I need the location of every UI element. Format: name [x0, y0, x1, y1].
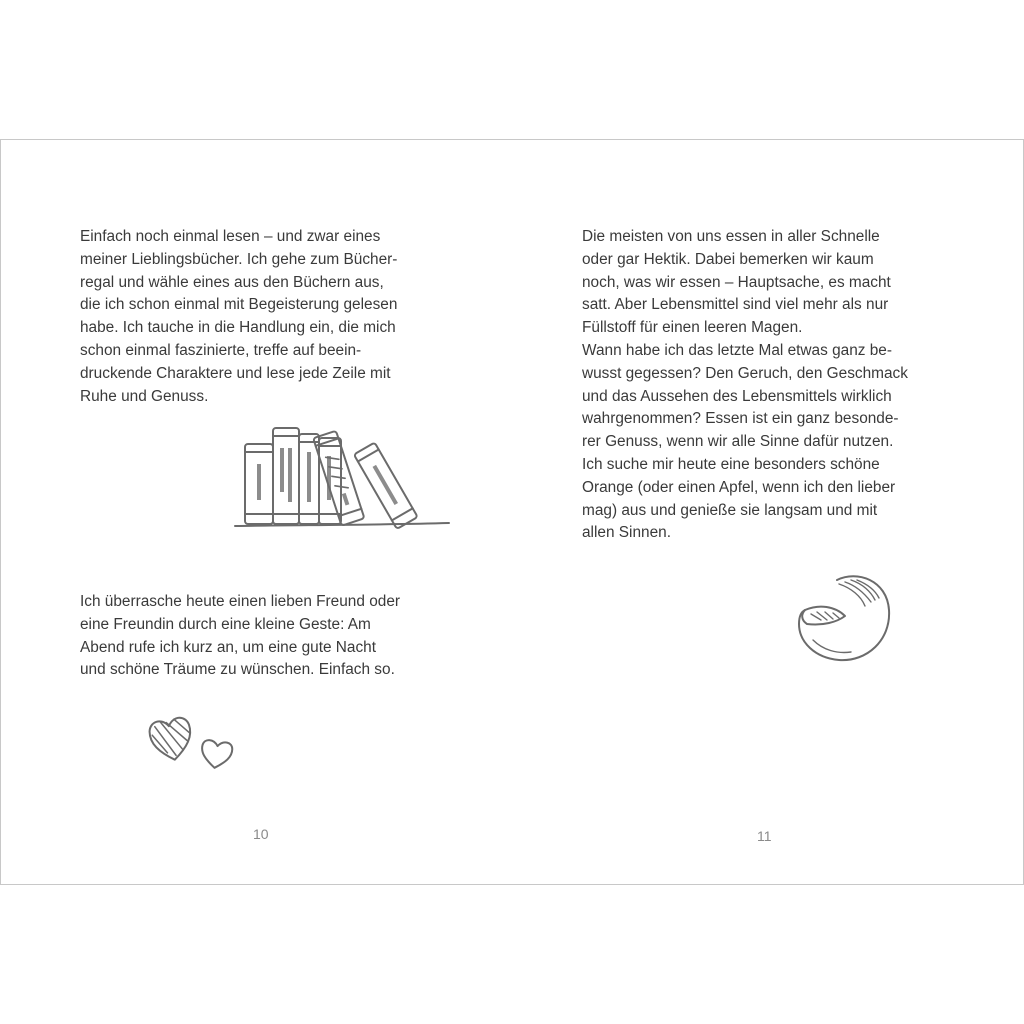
- left-paragraph-reading: Einfach noch einmal lesen – und zwar eines meiner Lieblingsbücher. Ich gehe zum Bücher- regal und wähle eines aus den Büchern aus, die ich schon einmal mit Begeisterung gelesen habe. Ich tauche in die Handlung ein, die mich schon einmal faszinierte, treffe auf beein- druckende Charaktere und lese jede Zeile mit Ruhe und Genuss.: [80, 228, 398, 405]
- books-icon: [231, 422, 453, 532]
- orange-icon: [793, 570, 897, 666]
- hearts-icon: [147, 708, 239, 772]
- right-paragraph-eating: Die meisten von uns essen in aller Schnelle oder gar Hektik. Dabei bemerken wir kaum noch, was wir essen – Hauptsache, es macht satt. Aber Lebensmittel sind viel mehr als nur Füllstoff für einen leeren Magen. Wann habe ich das letzte Mal etwas ganz be- wusst gegessen? Den Geruch, den Geschmack und das Aussehen des Lebensmittels wirklich wahrgenommen? Essen ist ein ganz besonde- rer Genuss, wenn wir alle Sinne dafür nutzen. Ich suche mir heute eine besonders schöne Orange (oder einen Apfel, wenn ich den lieber mag) aus und genieße sie langsam und mit allen Sinnen.: [582, 228, 908, 542]
- left-paragraph-gesture: Ich überrasche heute einen lieben Freund oder eine Freundin durch eine kleine Geste: Am Abend rufe ich kurz an, um eine gute Nacht und schöne Träume zu wünschen. Einfach so.: [80, 593, 401, 679]
- book-spread: [0, 139, 1024, 885]
- left-page-number: 10: [253, 826, 269, 842]
- right-page-number: 11: [757, 828, 772, 844]
